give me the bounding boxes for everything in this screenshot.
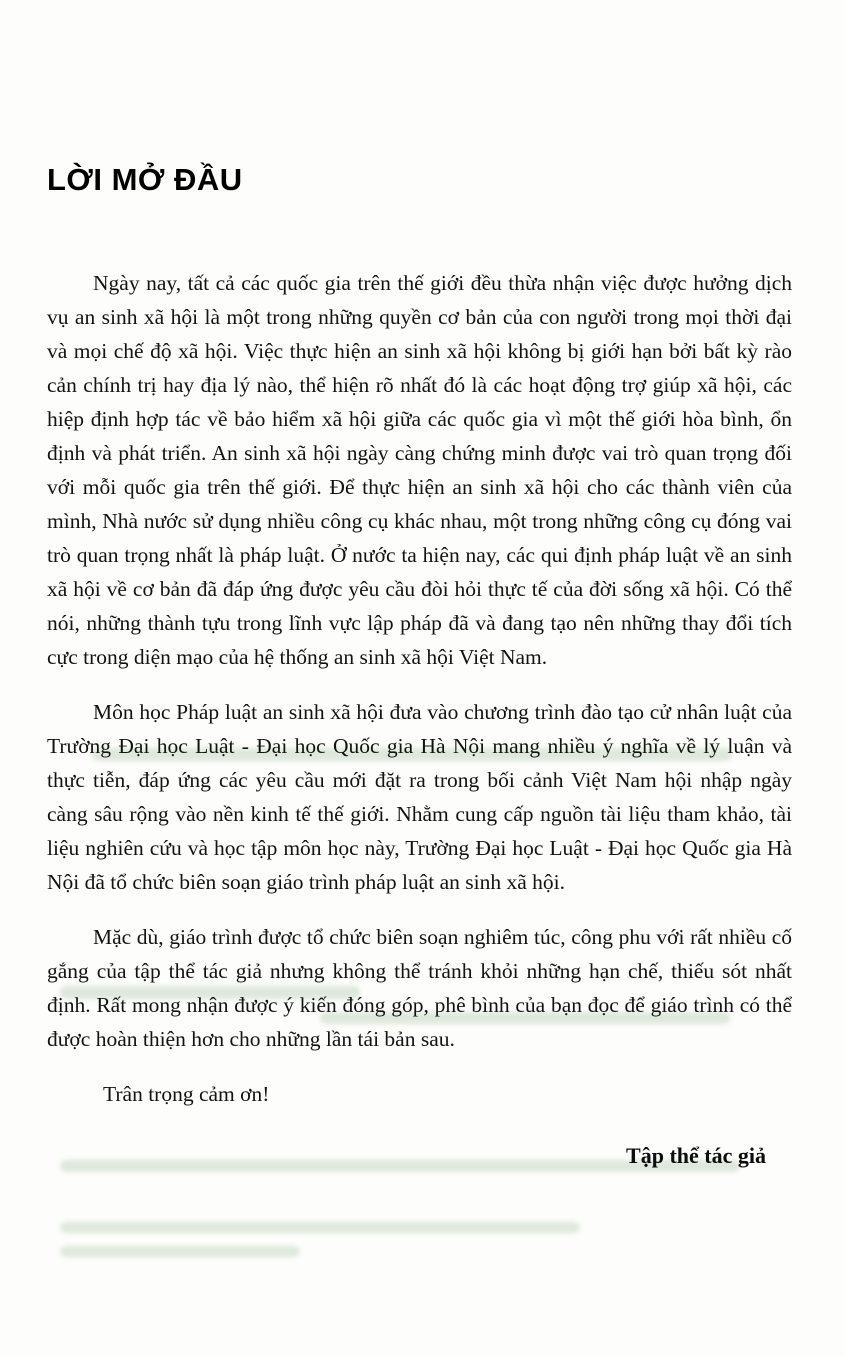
paragraph-intro: Ngày nay, tất cả các quốc gia trên thế giới đều thừa nhận việc được hưởng dịch vụ an sinh xã hội là một trong những quyền cơ bản của con người trong mọi thời đại và mọi chế độ xã hội. Việc thực hiện an sinh xã hội không bị giới hạn bởi bất kỳ rào cản chính trị hay địa lý nào, thể hiện rõ nhất đó là các hoạt động trợ giúp xã hội, các hiệp định hợp tác về bảo hiểm xã hội giữa các quốc gia vì một thế giới hòa bình, ổn định và phát triển. An sinh xã hội ngày càng chứng minh được vai trò quan trọng đối với mỗi quốc gia trên thế giới. Để thực hiện an sinh xã hội cho các thành viên của mình, Nhà nước sử dụng nhiều công cụ khác nhau, một trong những công cụ đóng vai trò quan trọng nhất là pháp luật. Ở nước ta hiện nay, các qui định pháp luật về an sinh xã hội về cơ bản đã đáp ứng được yêu cầu đòi hỏi thực tế của đời sống xã hội. Có thể nói, những thành tựu trong lĩnh vực lập pháp đã và đang tạo nên những thay đổi tích cực trong diện mạo của hệ thống an sinh xã hội Việt Nam.	[47, 271, 792, 669]
paragraph-course: Môn học Pháp luật an sinh xã hội đưa vào chương trình đào tạo cử nhân luật của Trường Đại học Luật - Đại học Quốc gia Hà Nội mang nhiều ý nghĩa về lý luận và thực tiễn, đáp ứng các yêu cầu mới đặt ra trong bối cảnh Việt Nam hội nhập ngày càng sâu rộng vào nền kinh tế thế giới. Nhằm cung cấp nguồn tài liệu tham khảo, tài liệu nghiên cứu và học tập môn học này, Trường Đại học Luật - Đại học Quốc gia Hà Nội đã tổ chức biên soạn giáo trình pháp luật an sinh xã hội.	[47, 700, 792, 894]
page-showthrough	[60, 1222, 580, 1233]
page-body	[47, 266, 792, 1173]
page-title: LỜI MỞ ĐẦU	[47, 162, 243, 197]
paragraph-apology: Mặc dù, giáo trình được tổ chức biên soạn nghiêm túc, công phu với rất nhiều cố gắng của tập thể tác giả nhưng không thể tránh khỏi những hạn chế, thiếu sót nhất định. Rất mong nhận được ý kiến đóng góp, phê bình của bạn đọc để giáo trình có thể được hoàn thiện hơn cho những lần tái bản sau.	[47, 925, 792, 1051]
page-showthrough	[60, 1246, 300, 1257]
closing-line: Trân trọng cảm ơn!	[103, 1082, 270, 1106]
author-signature: Tập thể tác giả	[626, 1143, 766, 1168]
